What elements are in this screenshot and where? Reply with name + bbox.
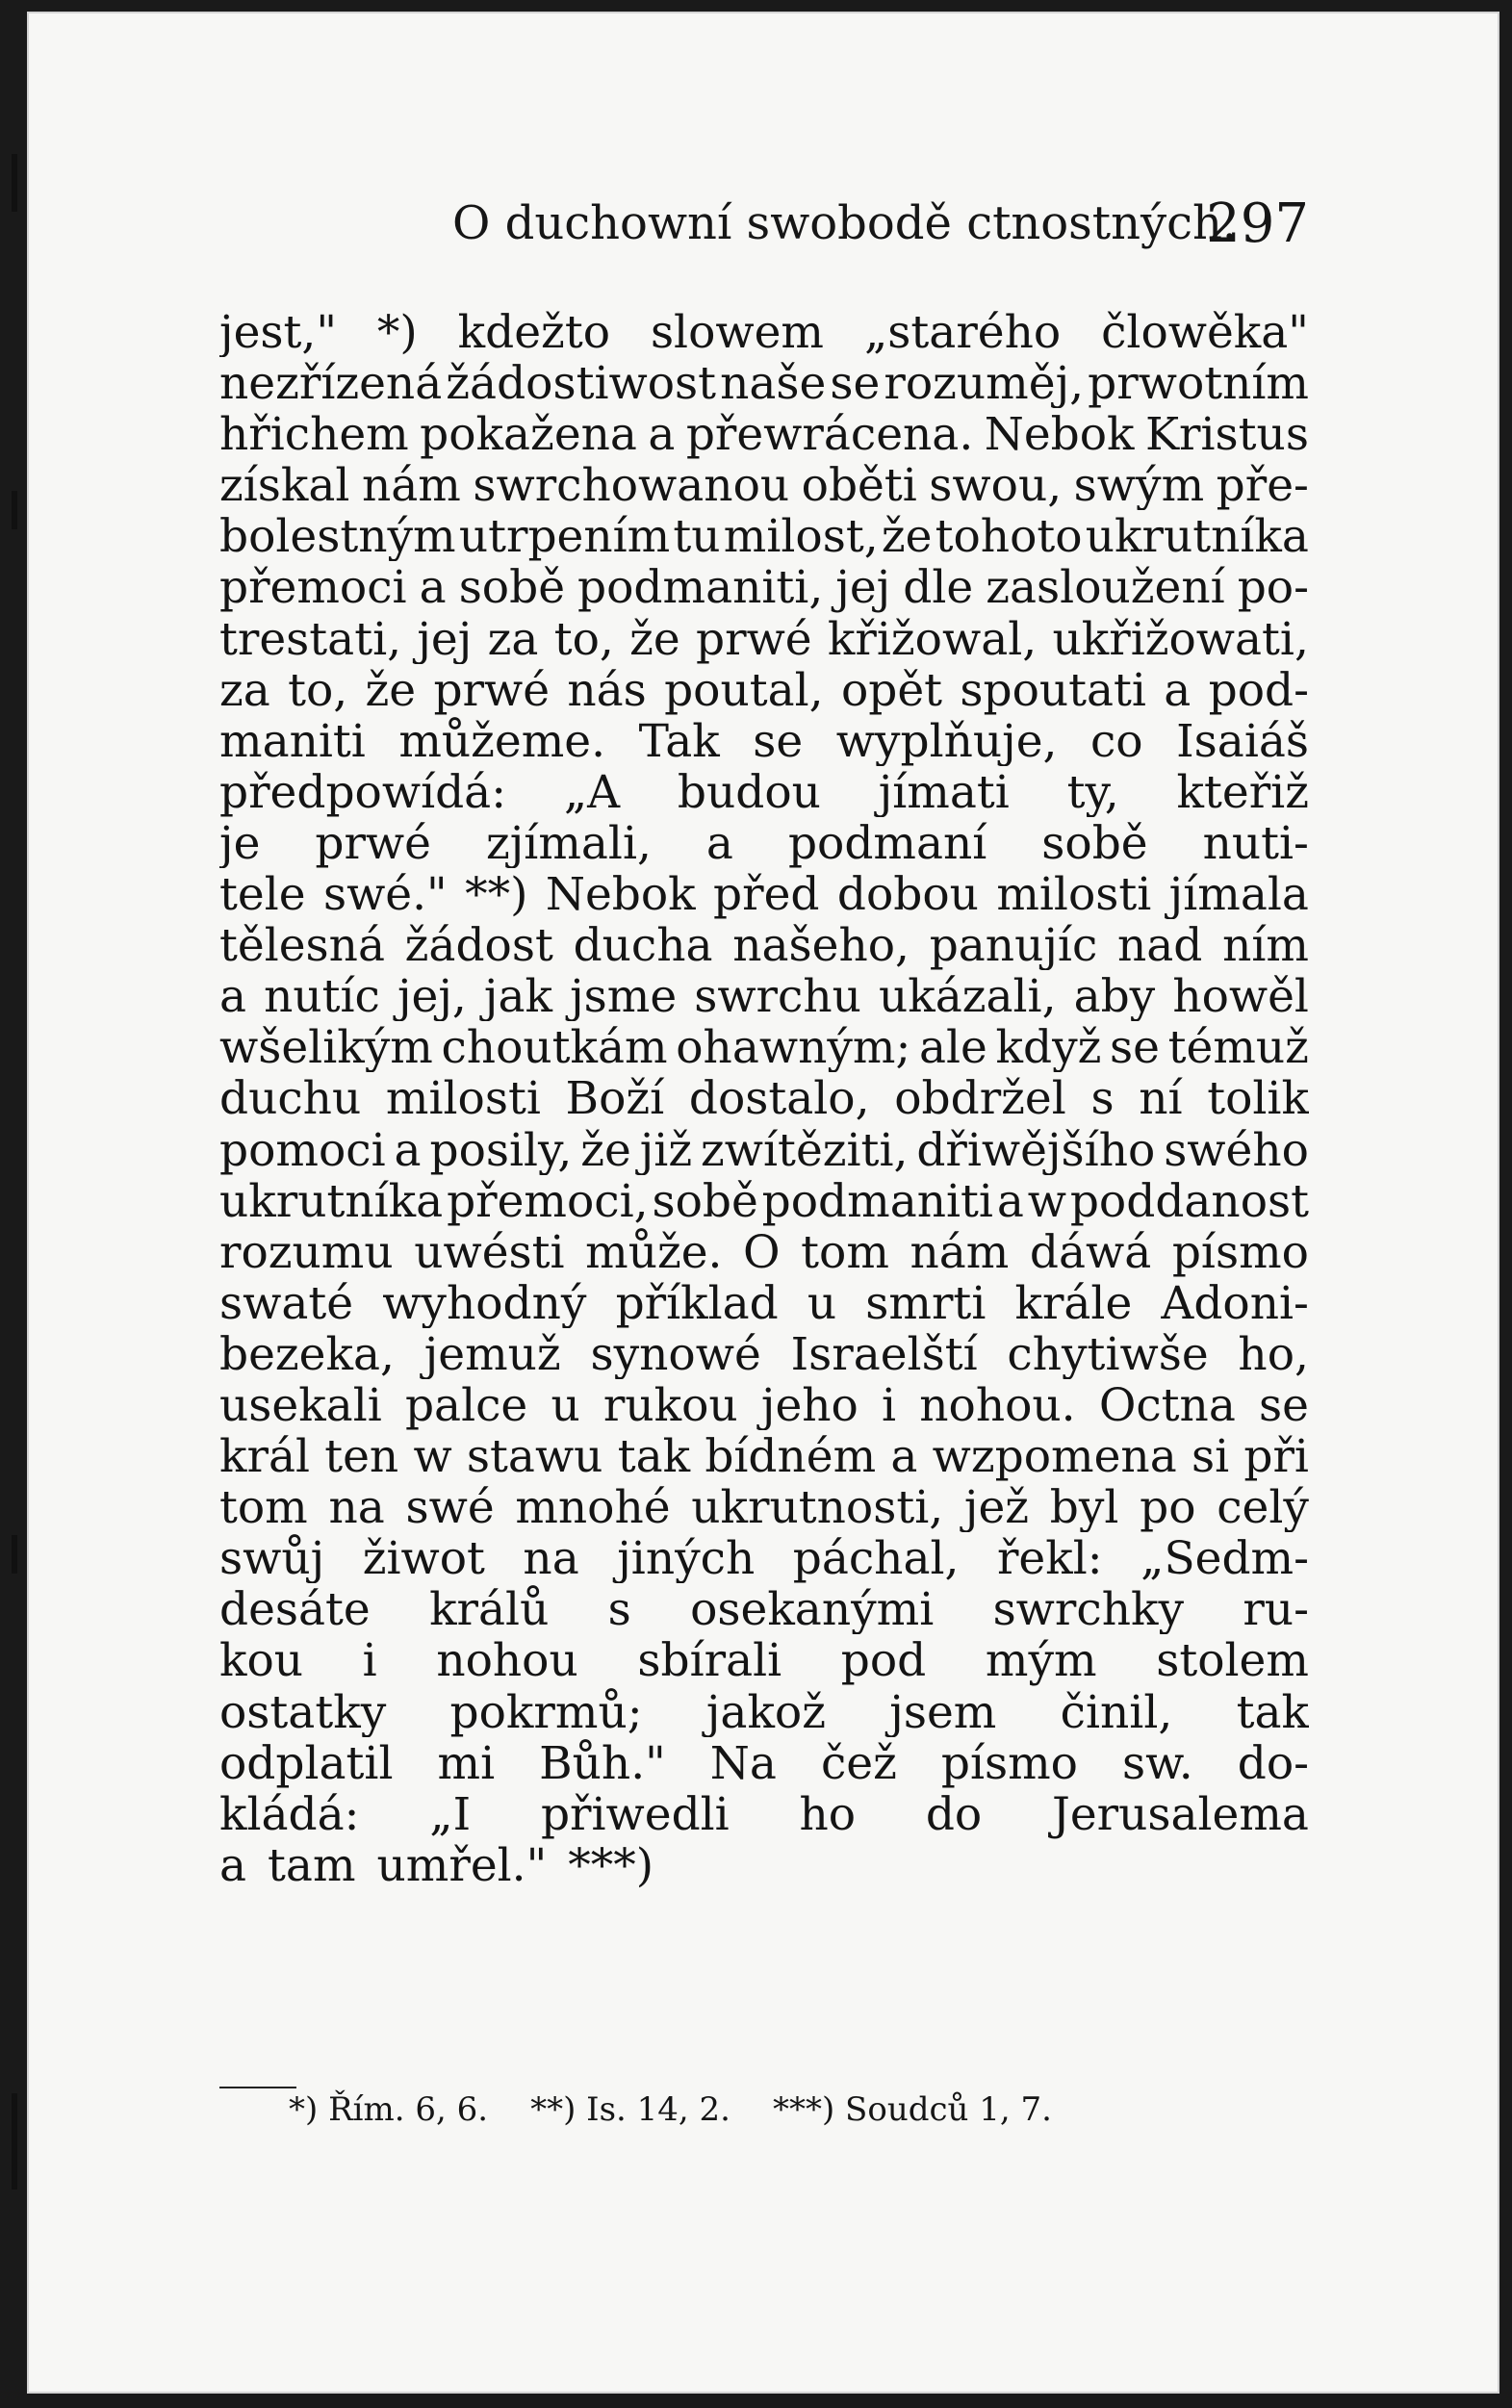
text-line: pomoci a posily, že již zwítěziti, dřiwějšího swého xyxy=(219,1123,1309,1175)
text-line: swůj žiwot na jiných páchal, řekl: „Sedm- xyxy=(219,1532,1309,1584)
text-line: odplatil mi Bůh." Na čež písmo sw. do- xyxy=(219,1736,1309,1788)
text-line: ostatky pokrmů; jakož jsem činil, tak xyxy=(219,1685,1309,1737)
scan-edge-mark xyxy=(12,2093,17,2190)
text-line: tele swé." **) Nebok před dobou milosti jímala xyxy=(219,868,1309,920)
text-line: nezřízená žádostiwost naše se rozuměj, prwotním xyxy=(219,357,1309,409)
text-line: za to, že prwé nás poutal, opět spoutati a pod- xyxy=(219,663,1309,715)
text-line: a tam umřel." ***) xyxy=(219,1838,654,1890)
text-line: jest," *) kdežto slowem „starého člowěka" xyxy=(219,306,1309,358)
text-line: přemoci a sobě podmaniti, jej dle zasloužení po- xyxy=(219,561,1309,613)
running-header xyxy=(202,192,1309,260)
page-number: 297 xyxy=(1206,192,1309,255)
footnotes xyxy=(289,2090,1052,2129)
footnote-2: **) Is. 14, 2. xyxy=(530,2090,730,2129)
text-line: bezeka, jemuž synowé Israelští chytiwše ho, xyxy=(219,1327,1309,1379)
text-line: získal nám swrchowanou oběti swou, swým pře- xyxy=(219,459,1309,511)
text-line: trestati, jej za to, že prwé křižowal, ukřižowati, xyxy=(219,612,1309,664)
scan-edge-mark xyxy=(12,491,17,529)
text-line: desáte králů s osekanými swrchky ru- xyxy=(219,1583,1309,1635)
footnote-rule xyxy=(219,2087,296,2088)
text-line: rozumu uwésti může. O tom nám dáwá písmo xyxy=(219,1225,1309,1277)
text-line: swaté wyhodný příklad u smrti krále Adoni- xyxy=(219,1276,1309,1328)
text-line: wšelikým choutkám ohawným; ale když se témuž xyxy=(219,1021,1309,1073)
text-line: předpowídá: „A budou jímati ty, kteřiž xyxy=(219,765,1309,817)
scan-edge-mark xyxy=(12,1535,17,1574)
text-line: hřichem pokažena a přewrácena. Nebok Kristus xyxy=(219,408,1309,460)
footnote-3: ***) Soudců 1, 7. xyxy=(772,2090,1052,2129)
text-line: usekali palce u rukou jeho i nohou. Octna se xyxy=(219,1378,1309,1431)
scan-edge-mark xyxy=(12,154,17,212)
text-line: maniti můžeme. Tak se wyplňuje, co Isaiáš xyxy=(219,714,1309,766)
text-line: ukrutníka přemoci, sobě podmaniti a w poddanost xyxy=(219,1174,1309,1226)
text-line: tělesná žádost ducha našeho, panujíc nad ním xyxy=(219,919,1309,971)
text-line: tom na swé mnohé ukrutnosti, jež byl po celý xyxy=(219,1481,1309,1533)
running-title: O duchowní swobodě ctnostných. xyxy=(452,196,1238,250)
text-line: duchu milosti Boží dostalo, obdržel s ní tolik xyxy=(219,1072,1309,1124)
body-text xyxy=(219,306,1309,1890)
text-line: a nutíc jej, jak jsme swrchu ukázali, aby howěl xyxy=(219,970,1309,1022)
text-line: je prwé zjímali, a podmaní sobě nuti- xyxy=(219,816,1309,869)
text-line: bolestným utrpením tu milost, že tohoto ukrutníka xyxy=(219,510,1309,562)
text-line: kládá: „I přiwedli ho do Jerusalema xyxy=(219,1787,1309,1839)
footnote-1: *) Řím. 6, 6. xyxy=(289,2090,489,2129)
text-line: kou i nohou sbírali pod mým stolem xyxy=(219,1634,1309,1686)
text-line: král ten w stawu tak bídném a wzpomena si při xyxy=(219,1430,1309,1482)
